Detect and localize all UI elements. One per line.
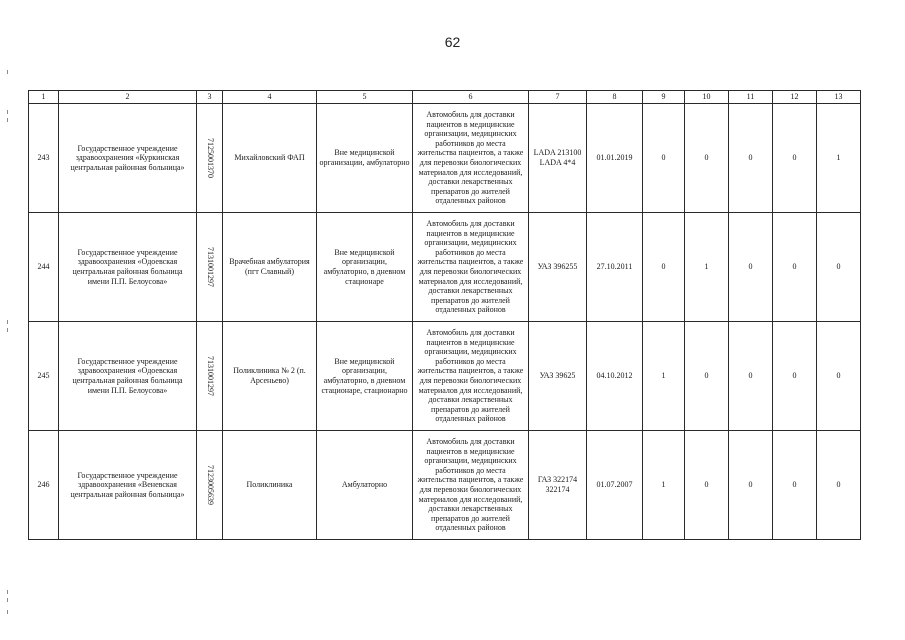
vehicle-purpose: Автомобиль для доставки пациентов в медицинские организации, медицинских работников до места жительства пациентов, а также для перевозки биологических материалов для исследований, доставки лекарственных препаратов до жителей отдаленных районов xyxy=(413,104,529,213)
inn-code xyxy=(197,104,223,213)
vehicle-model: УАЗ 39625 xyxy=(529,322,587,431)
vehicle-purpose: Автомобиль для доставки пациентов в медицинские организации, медицинских работников до места жительства пациентов, а также для перевозки биологических материалов для исследований, доставки лекарственных препаратов до жителей отдаленных районов xyxy=(413,322,529,431)
count-col-9: 1 xyxy=(643,431,685,540)
commission-date: 01.01.2019 xyxy=(587,104,643,213)
column-header: 2 xyxy=(59,91,197,104)
care-conditions: Вне медицинской организации, амбулаторно, в дневном стационаре, стационарно xyxy=(317,322,413,431)
count-col-11: 0 xyxy=(729,431,773,540)
count-col-12: 0 xyxy=(773,431,817,540)
vehicle-model: LADA 213100 LADA 4*4 xyxy=(529,104,587,213)
count-col-10: 0 xyxy=(685,431,729,540)
inn-code-text: 7131001297 xyxy=(205,356,215,396)
column-header: 7 xyxy=(529,91,587,104)
table-row xyxy=(29,322,861,431)
count-col-9: 0 xyxy=(643,104,685,213)
care-conditions: Амбулаторно xyxy=(317,431,413,540)
row-number: 246 xyxy=(29,431,59,540)
subdivision-name: Михайловский ФАП xyxy=(223,104,317,213)
inn-code-text: 7131001297 xyxy=(205,247,215,287)
count-col-12: 0 xyxy=(773,213,817,322)
inn-code xyxy=(197,431,223,540)
row-number: 243 xyxy=(29,104,59,213)
care-conditions: Вне медицинской организации, амбулаторно xyxy=(317,104,413,213)
column-header: 8 xyxy=(587,91,643,104)
row-number: 245 xyxy=(29,322,59,431)
organization-name: Государственное учреждение здравоохранения «Куркинская центральная районная больница» xyxy=(59,104,197,213)
subdivision-name: Поликлиника № 2 (п. Арсеньево) xyxy=(223,322,317,431)
count-col-12: 0 xyxy=(773,104,817,213)
column-header: 10 xyxy=(685,91,729,104)
page-number: 62 xyxy=(444,34,461,50)
column-header: 12 xyxy=(773,91,817,104)
commission-date: 04.10.2012 xyxy=(587,322,643,431)
count-col-13: 0 xyxy=(817,213,861,322)
column-header: 3 xyxy=(197,91,223,104)
column-header: 5 xyxy=(317,91,413,104)
column-header: 1 xyxy=(29,91,59,104)
count-col-13: 0 xyxy=(817,322,861,431)
column-header: 4 xyxy=(223,91,317,104)
organization-name: Государственное учреждение здравоохранения «Веневская центральная районная больница» xyxy=(59,431,197,540)
column-header: 13 xyxy=(817,91,861,104)
commission-date: 27.10.2011 xyxy=(587,213,643,322)
vehicle-registry-table xyxy=(28,90,861,540)
count-col-9: 1 xyxy=(643,322,685,431)
table-row xyxy=(29,104,861,213)
count-col-13: 1 xyxy=(817,104,861,213)
vehicle-purpose: Автомобиль для доставки пациентов в медицинские организации, медицинских работников до места жительства пациентов, а также для перевозки биологических материалов для исследований, доставки лекарственных препаратов до жителей отдаленных районов xyxy=(413,213,529,322)
count-col-13: 0 xyxy=(817,431,861,540)
count-col-12: 0 xyxy=(773,322,817,431)
column-header: 6 xyxy=(413,91,529,104)
vehicle-model: УАЗ 396255 xyxy=(529,213,587,322)
table-row xyxy=(29,431,861,540)
count-col-10: 0 xyxy=(685,104,729,213)
row-number: 244 xyxy=(29,213,59,322)
vehicle-purpose: Автомобиль для доставки пациентов в медицинские организации, медицинских работников до места жительства пациентов, а также для перевозки биологических материалов для исследований, доставки лекарственных препаратов до жителей отдаленных районов xyxy=(413,431,529,540)
margin-binding-marks xyxy=(7,70,10,630)
inn-code xyxy=(197,322,223,431)
subdivision-name: Врачебная амбулатория (пгт Славный) xyxy=(223,213,317,322)
organization-name: Государственное учреждение здравоохранения «Одоевская центральная районная больница имени П.П. Белоусова» xyxy=(59,322,197,431)
care-conditions: Вне медицинской организации, амбулаторно, в дневном стационаре xyxy=(317,213,413,322)
count-col-10: 0 xyxy=(685,322,729,431)
count-col-10: 1 xyxy=(685,213,729,322)
inn-code xyxy=(197,213,223,322)
column-header: 9 xyxy=(643,91,685,104)
count-col-11: 0 xyxy=(729,213,773,322)
vehicle-model: ГАЗ 322174 322174 xyxy=(529,431,587,540)
inn-code-text: 7123005639 xyxy=(205,465,215,505)
count-col-11: 0 xyxy=(729,322,773,431)
count-col-11: 0 xyxy=(729,104,773,213)
count-col-9: 0 xyxy=(643,213,685,322)
column-header: 11 xyxy=(729,91,773,104)
organization-name: Государственное учреждение здравоохранения «Одоевская центральная районная больница имени П.П. Белоусова» xyxy=(59,213,197,322)
subdivision-name: Поликлиника xyxy=(223,431,317,540)
table-row xyxy=(29,213,861,322)
commission-date: 01.07.2007 xyxy=(587,431,643,540)
inn-code-text: 7125001370 xyxy=(205,138,215,178)
column-number-header xyxy=(29,91,861,104)
